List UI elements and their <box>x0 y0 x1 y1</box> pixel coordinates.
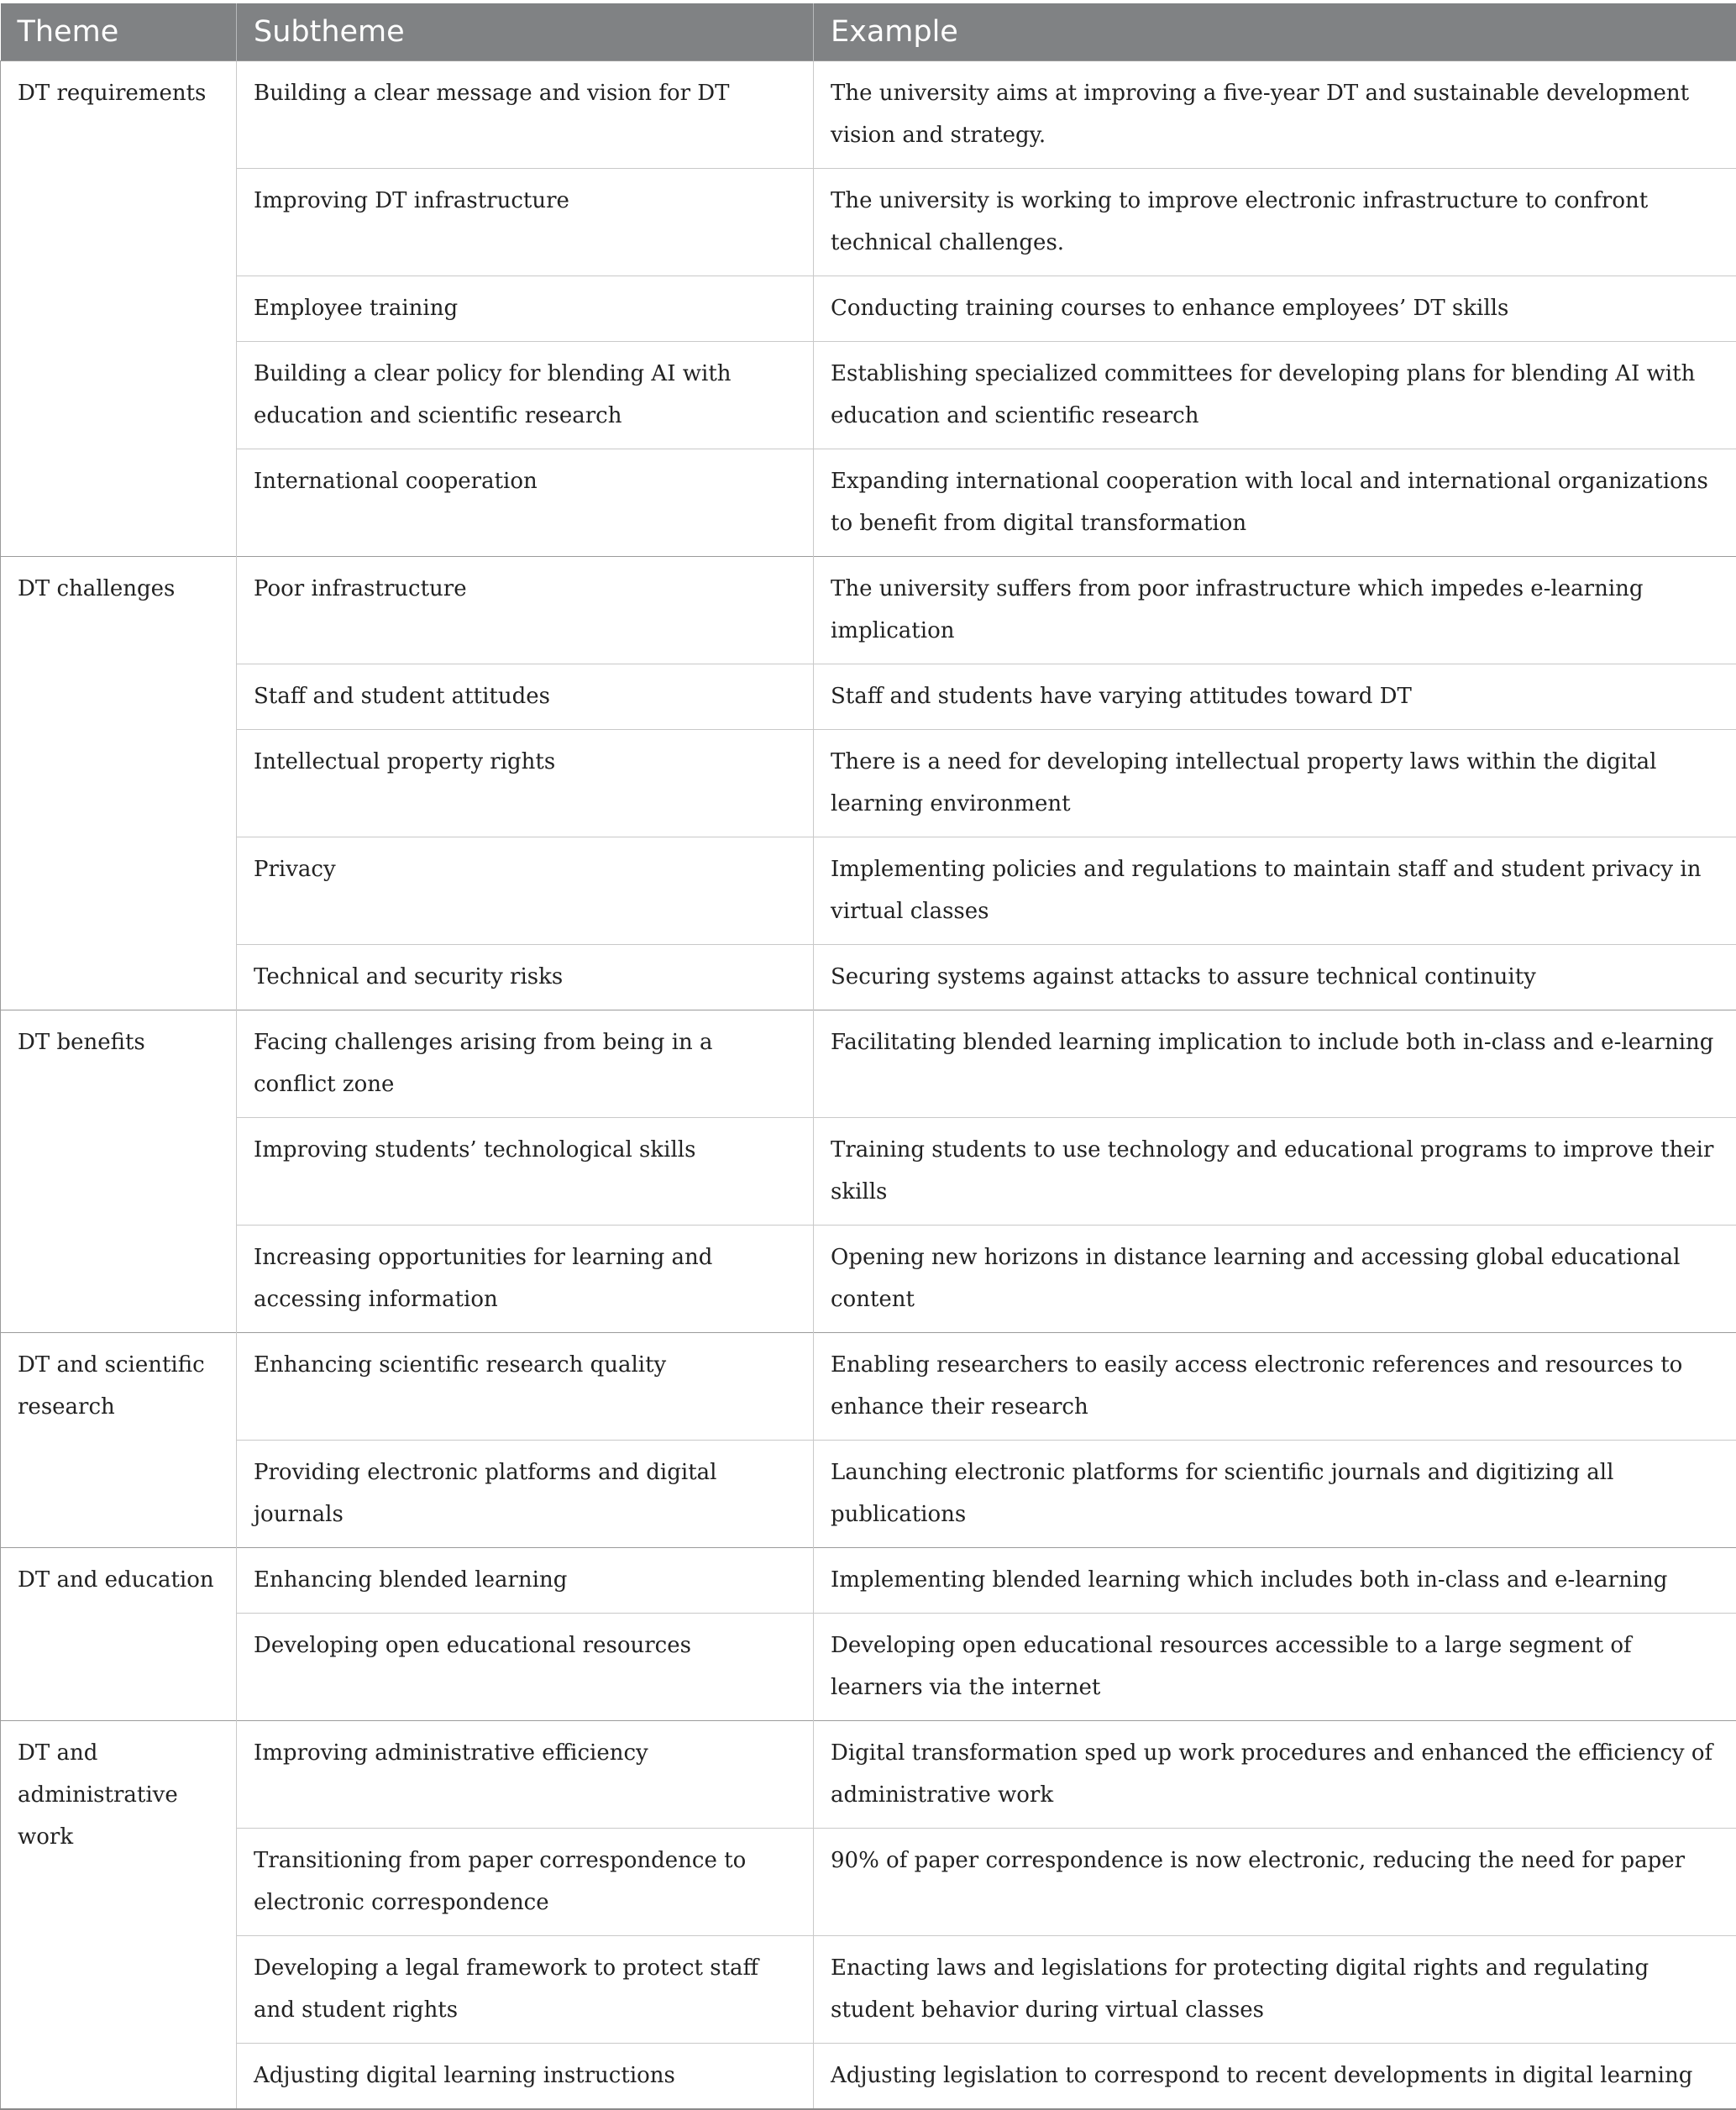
table-row <box>1 1010 1736 1118</box>
header-subtheme: Subtheme <box>237 3 814 61</box>
subtheme-cell: Facing challenges arising from being in a conflict zone <box>237 1010 814 1118</box>
table-row <box>1 1441 1736 1548</box>
theme-cell: DT requirements <box>1 61 237 557</box>
theme-cell: DT and scientific research <box>1 1333 237 1548</box>
example-cell: Adjusting legislation to correspond to recent developments in digital learning <box>814 2044 1736 2110</box>
theme-cell: DT benefits <box>1 1010 237 1333</box>
subtheme-cell: Adjusting digital learning instructions <box>237 2044 814 2110</box>
subtheme-cell: Transitioning from paper correspondence to electronic correspondence <box>237 1829 814 1936</box>
table-container <box>0 3 1736 2110</box>
subtheme-cell: Providing electronic platforms and digital journals <box>237 1441 814 1548</box>
table-body <box>1 61 1736 2110</box>
subtheme-cell: Intellectual property rights <box>237 730 814 837</box>
table-row <box>1 1226 1736 1333</box>
subtheme-cell: Enhancing blended learning <box>237 1548 814 1614</box>
subtheme-cell: Building a clear message and vision for DT <box>237 61 814 169</box>
example-cell: Digital transformation sped up work procedures and enhanced the efficiency of administrative work <box>814 1721 1736 1829</box>
example-cell: Securing systems against attacks to assure technical continuity <box>814 945 1736 1010</box>
table-row <box>1 61 1736 169</box>
subtheme-cell: Privacy <box>237 837 814 945</box>
subtheme-cell: Technical and security risks <box>237 945 814 1010</box>
example-cell: Conducting training courses to enhance employees’ DT skills <box>814 276 1736 342</box>
subtheme-cell: Improving DT infrastructure <box>237 169 814 276</box>
example-cell: Implementing policies and regulations to maintain staff and student privacy in virtual classes <box>814 837 1736 945</box>
subtheme-cell: Developing open educational resources <box>237 1614 814 1721</box>
subtheme-cell: Improving administrative efficiency <box>237 1721 814 1829</box>
table-row <box>1 945 1736 1010</box>
example-cell: Enabling researchers to easily access electronic references and resources to enhance their research <box>814 1333 1736 1441</box>
header-theme: Theme <box>1 3 237 61</box>
table-row <box>1 1333 1736 1441</box>
subtheme-cell: Enhancing scientific research quality <box>237 1333 814 1441</box>
table-row <box>1 276 1736 342</box>
table-row <box>1 1829 1736 1936</box>
table-row <box>1 837 1736 945</box>
subtheme-cell: Improving students’ technological skills <box>237 1118 814 1226</box>
table-row <box>1 1548 1736 1614</box>
subtheme-cell: Staff and student attitudes <box>237 664 814 730</box>
subtheme-cell: Developing a legal framework to protect staff and student rights <box>237 1936 814 2044</box>
example-cell: Expanding international cooperation with local and international organizations to benefit from digital transformation <box>814 449 1736 557</box>
example-cell: The university aims at improving a five-year DT and sustainable development vision and strategy. <box>814 61 1736 169</box>
theme-cell: DT challenges <box>1 557 237 1010</box>
table-row <box>1 730 1736 837</box>
table-row <box>1 1118 1736 1226</box>
subtheme-cell: Building a clear policy for blending AI with education and scientific research <box>237 342 814 449</box>
themes-table <box>0 3 1736 2110</box>
header-row <box>1 3 1736 61</box>
theme-cell: DT and education <box>1 1548 237 1721</box>
example-cell: Launching electronic platforms for scientific journals and digitizing all publications <box>814 1441 1736 1548</box>
theme-cell: DT and administrative work <box>1 1721 237 2110</box>
table-row <box>1 1721 1736 1829</box>
example-cell: Implementing blended learning which includes both in-class and e-learning <box>814 1548 1736 1614</box>
table-row <box>1 342 1736 449</box>
subtheme-cell: Employee training <box>237 276 814 342</box>
example-cell: Opening new horizons in distance learning and accessing global educational content <box>814 1226 1736 1333</box>
example-cell: Training students to use technology and educational programs to improve their skills <box>814 1118 1736 1226</box>
example-cell: The university is working to improve electronic infrastructure to confront technical challenges. <box>814 169 1736 276</box>
subtheme-cell: Increasing opportunities for learning and accessing information <box>237 1226 814 1333</box>
header-example: Example <box>814 3 1736 61</box>
table-row <box>1 1936 1736 2044</box>
table-row <box>1 664 1736 730</box>
table-row <box>1 1614 1736 1721</box>
table-row <box>1 2044 1736 2110</box>
example-cell: Developing open educational resources accessible to a large segment of learners via the internet <box>814 1614 1736 1721</box>
example-cell: 90% of paper correspondence is now electronic, reducing the need for paper <box>814 1829 1736 1936</box>
example-cell: Facilitating blended learning implication to include both in-class and e-learning <box>814 1010 1736 1118</box>
example-cell: The university suffers from poor infrastructure which impedes e-learning implication <box>814 557 1736 664</box>
example-cell: Staff and students have varying attitudes toward DT <box>814 664 1736 730</box>
table-header <box>1 3 1736 61</box>
table-row <box>1 557 1736 664</box>
subtheme-cell: Poor infrastructure <box>237 557 814 664</box>
table-row <box>1 449 1736 557</box>
example-cell: Enacting laws and legislations for protecting digital rights and regulating student behavior during virtual classes <box>814 1936 1736 2044</box>
subtheme-cell: International cooperation <box>237 449 814 557</box>
example-cell: Establishing specialized committees for developing plans for blending AI with education and scientific research <box>814 342 1736 449</box>
example-cell: There is a need for developing intellectual property laws within the digital learning environment <box>814 730 1736 837</box>
table-row <box>1 169 1736 276</box>
